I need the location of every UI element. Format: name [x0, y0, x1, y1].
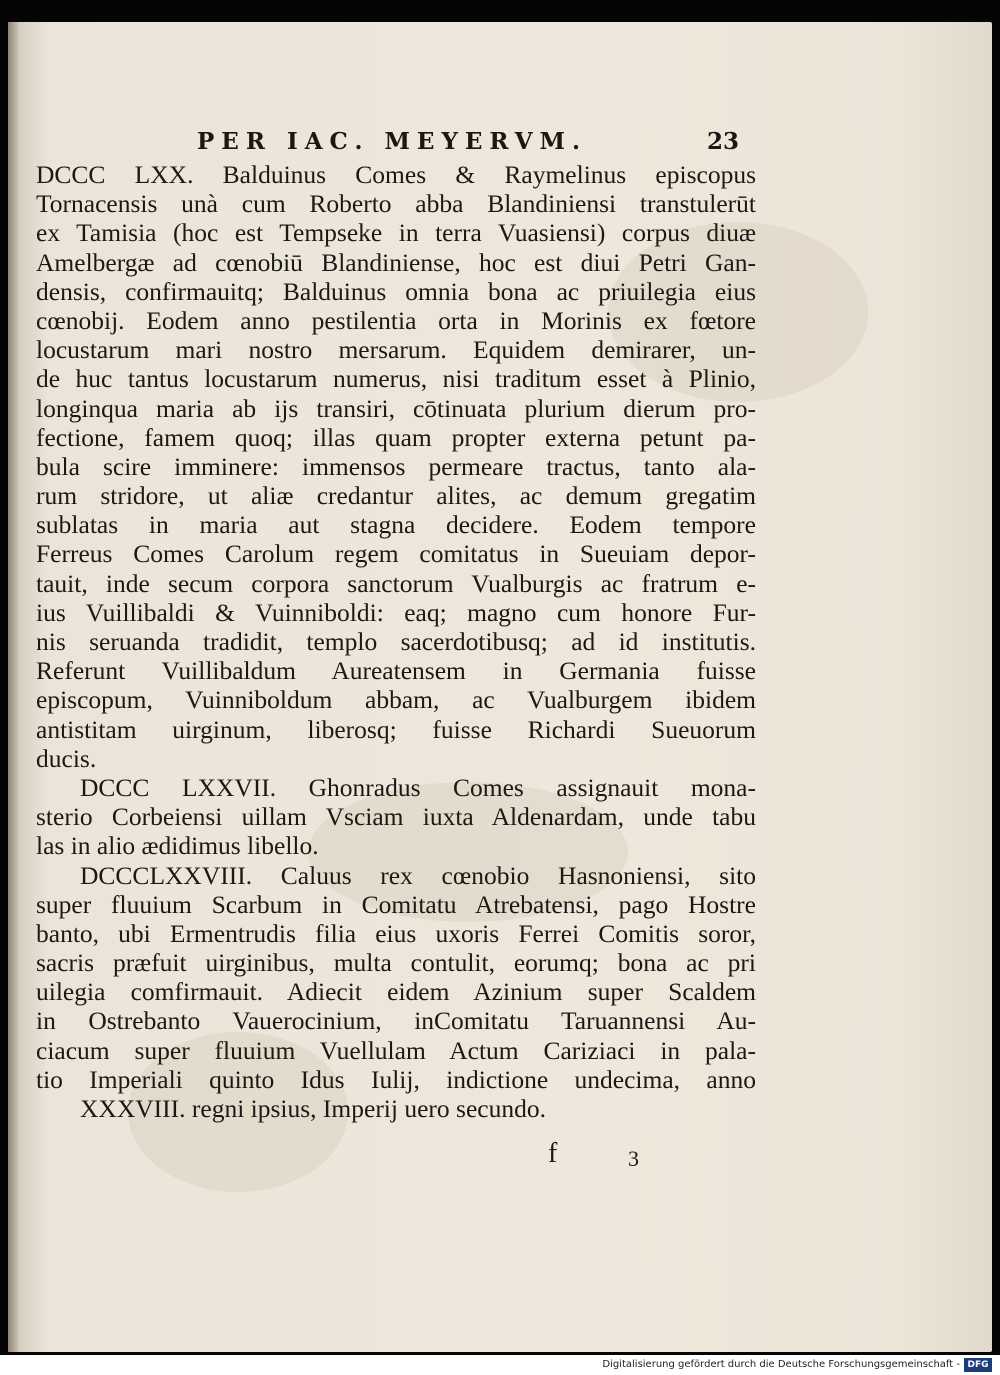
text-line: cœnobij. Eodem anno pestilentia orta in Morinis ex fœtore — [36, 305, 756, 335]
running-header — [197, 128, 745, 164]
text-line: las in alio ædidimus libello. — [36, 831, 319, 861]
text-line: sterio Corbeiensi uillam Vsciam iuxta Aldenardam, unde tabu — [36, 802, 756, 832]
text-line: sacris præfuit uirginibus, multa contulit, eorumq; bona ac pri — [36, 948, 756, 978]
text-line: ius Vuillibaldi & Vuinniboldi: eaq; magno cum honore Fur- — [36, 597, 756, 627]
text-line: fectione, famem quoq; illas quam propter externa petunt pa- — [36, 422, 756, 452]
digitization-credit-bar — [0, 1355, 1000, 1375]
page-footer — [0, 1138, 1000, 1178]
text-line: antistitam uirginum, liberosq; fuisse Richardi Sueuorum — [36, 714, 756, 744]
page-number: 23 — [706, 128, 739, 155]
text-line: DCCCLXXVIII. Caluus rex cœnobio Hasnoniensi, sito — [80, 860, 756, 890]
dfg-logo-icon: DFG — [964, 1358, 992, 1372]
text-line: Tornacensis unà cum Roberto abba Blandiniensi transtulerūt — [36, 189, 756, 219]
text-line: ducis. — [36, 743, 97, 773]
text-line: longinqua maria ab ijs transiri, cōtinuata plurium dierum pro- — [36, 393, 756, 423]
text-line: Amelbergæ ad cœnobiū Blandiniense, hoc est diui Petri Gan- — [36, 247, 756, 277]
text-line: ciacum super fluuium Vuellulam Actum Cariziaci in pala- — [36, 1035, 756, 1065]
text-line: banto, ubi Ermentrudis filia eius uxoris Ferrei Comitis soror, — [36, 918, 756, 948]
text-line: ex Tamisia (hoc est Tempseke in terra Vuasiensi) corpus diuæ — [36, 218, 756, 248]
text-line: de huc tantus locustarum numerus, nisi traditum esset à Plinio, — [36, 364, 756, 394]
text-line: in Ostrebanto Vauerocinium, inComitatu Taruannensi Au- — [36, 1006, 756, 1036]
credit-text: Digitalisierung gefördert durch die Deutsche Forschungsgemeinschaft - — [602, 1359, 960, 1370]
text-line: tio Imperiali quinto Idus Iulij, indictione undecima, anno — [36, 1064, 756, 1094]
body-text — [36, 160, 756, 1123]
text-line: densis, confirmauitq; Balduinus omnia bona ac priuilegia eius — [36, 276, 756, 306]
text-line: rum stridore, ut aliæ credantur alites, ac demum gregatim — [36, 481, 756, 511]
text-line: uilegia comfirmauit. Adiecit eidem Azinium super Scaldem — [36, 977, 756, 1007]
text-line: super fluuium Scarbum in Comitatu Atrebatensi, pago Hostre — [36, 889, 756, 919]
text-line: DCCC LXXVII. Ghonradus Comes assignauit mona- — [80, 772, 756, 802]
text-line: XXXVIII. regni ipsius, Imperij uero secundo. — [80, 1094, 546, 1123]
signature-number: 3 — [628, 1146, 639, 1171]
text-line: sublatas in maria aut stagna decidere. Eodem tempore — [36, 510, 756, 540]
text-line: nis seruanda tradidit, templo sacerdotibusq; ad id institutis. — [36, 627, 756, 656]
text-line: Ferreus Comes Carolum regem comitatus in Sueuiam depor- — [36, 539, 756, 569]
text-line: tauit, inde secum corpora sanctorum Vualburgis ac fratrum e- — [36, 568, 756, 598]
text-line: locustarum mari nostro mersarum. Equidem demirarer, un- — [36, 335, 756, 365]
signature-mark: f — [548, 1138, 558, 1169]
text-line: Referunt Vuillibaldum Aureatensem in Germania fuisse — [36, 656, 756, 686]
header-title: PER IAC. MEYERVM. — [197, 128, 588, 155]
text-line: episcopum, Vuinniboldum abbam, ac Vualburgem ibidem — [36, 685, 756, 715]
text-line: DCCC LXX. Balduinus Comes & Raymelinus episcopus — [36, 160, 756, 189]
text-line: bula scire imminere: immensos permeare tractus, tanto ala- — [36, 451, 756, 481]
